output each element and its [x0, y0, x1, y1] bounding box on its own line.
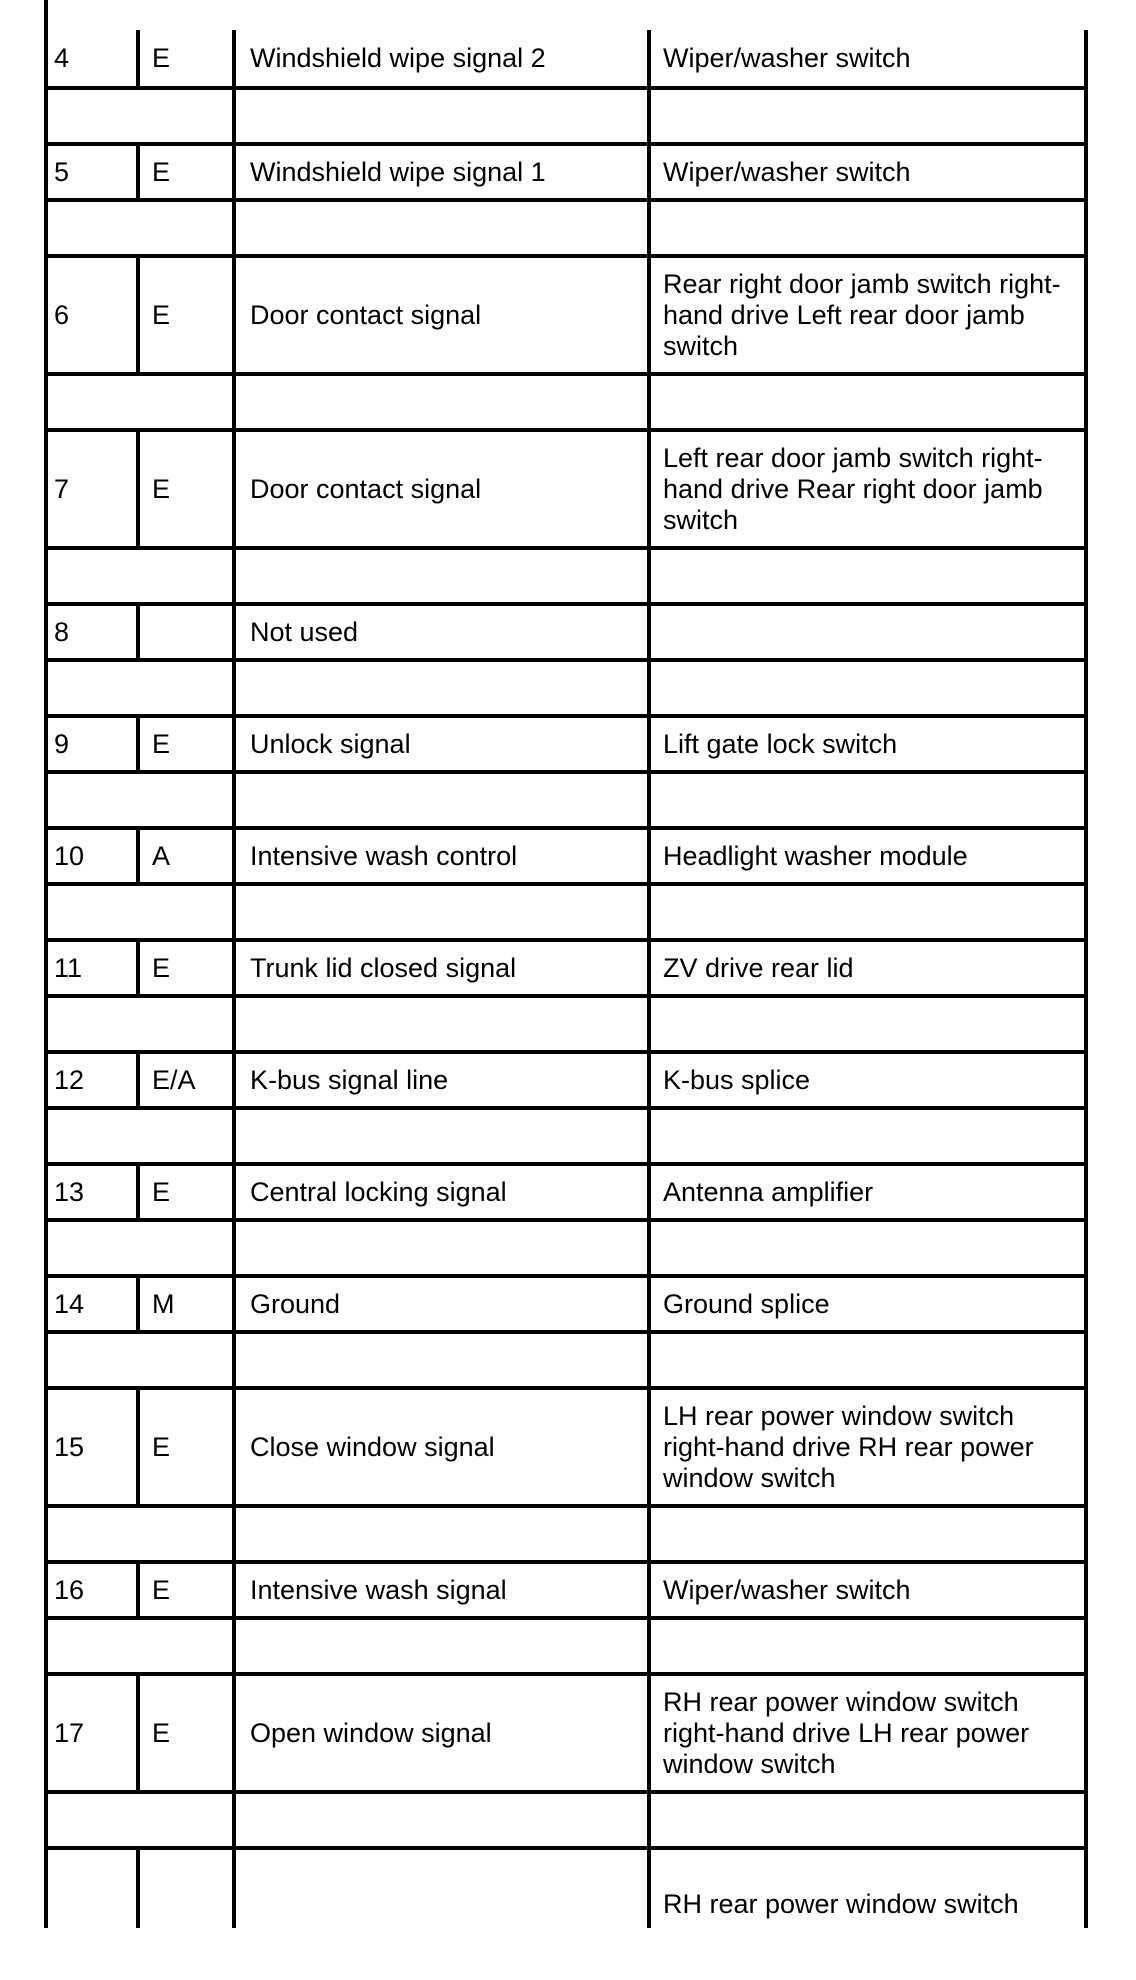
connection-cell: Wiper/washer switch: [663, 156, 911, 187]
type-cell: [140, 606, 236, 658]
table-row: [44, 1676, 1088, 1794]
spacer-row: [44, 886, 1088, 942]
spacer-row: [44, 1508, 1088, 1564]
type-cell: E: [152, 1431, 171, 1462]
table-row: [44, 942, 1088, 998]
connection-cell: RH rear power window switch right-hand drive LH rear power window switch: [663, 1686, 1030, 1779]
connection-cell: Ground splice: [663, 1288, 830, 1319]
connection-cell: K-bus splice: [663, 1064, 811, 1095]
type-cell: E: [152, 299, 171, 330]
description-cell: Not used: [250, 616, 359, 647]
spacer-row: [44, 774, 1088, 830]
type-cell: E: [152, 473, 171, 504]
spacer-row: [44, 550, 1088, 606]
pin-cell: 6: [54, 299, 70, 330]
pin-cell: 16: [54, 1574, 85, 1605]
connection-cell: Antenna amplifier: [663, 1176, 874, 1207]
description-cell: Close window signal: [250, 1431, 495, 1462]
type-cell: E: [152, 1717, 171, 1748]
table-row: [44, 432, 1088, 550]
pin-cell: 4: [54, 42, 70, 73]
spacer-row: [44, 662, 1088, 718]
description-cell: Door contact signal: [250, 473, 482, 504]
pin-cell: [44, 1850, 140, 1928]
table-row: [44, 830, 1088, 886]
connection-cell: Wiper/washer switch: [663, 42, 911, 73]
description-cell: Central locking signal: [250, 1176, 507, 1207]
spacer-row: [44, 90, 1088, 146]
type-cell: E: [152, 156, 171, 187]
connection-cell: Lift gate lock switch: [663, 728, 898, 759]
spacer-row: [44, 1222, 1088, 1278]
table-row: [44, 718, 1088, 774]
pin-cell: 8: [54, 616, 70, 647]
description-cell: Ground: [250, 1288, 341, 1319]
table-row: [44, 30, 1088, 90]
description-cell: Windshield wipe signal 1: [250, 156, 546, 187]
pin-cell: 5: [54, 156, 70, 187]
pin-cell: 10: [54, 840, 85, 871]
connection-cell: RH rear power window switch: [663, 1889, 1019, 1919]
type-cell: A: [152, 840, 171, 871]
type-cell: E/A: [152, 1064, 196, 1095]
pin-cell: 14: [54, 1288, 85, 1319]
type-cell: E: [152, 1574, 171, 1605]
table-row: [44, 1054, 1088, 1110]
table-row: [44, 1850, 1088, 1928]
description-cell: Windshield wipe signal 2: [250, 42, 546, 73]
connection-cell: LH rear power window switch right-hand drive RH rear power window switch: [663, 1400, 1034, 1493]
pin-cell: 7: [54, 473, 70, 504]
description-cell: Intensive wash control: [250, 840, 518, 871]
type-cell: E: [152, 952, 171, 983]
connection-cell: Wiper/washer switch: [663, 1574, 911, 1605]
description-cell: Trunk lid closed signal: [250, 952, 517, 983]
table-row: [44, 606, 1088, 662]
description-cell: Unlock signal: [250, 728, 411, 759]
connection-cell: Left rear door jamb switch right-hand drive Rear right door jamb switch: [663, 442, 1043, 535]
type-cell: E: [152, 42, 171, 73]
pin-cell: 12: [54, 1064, 85, 1095]
spacer-row: [44, 376, 1088, 432]
pin-assignment-table: [44, 0, 1088, 1928]
pin-cell: 9: [54, 728, 70, 759]
description-cell: K-bus signal line: [250, 1064, 449, 1095]
spacer-row: [44, 202, 1088, 258]
spacer-row: [44, 1794, 1088, 1850]
table-row: [44, 1564, 1088, 1620]
type-cell: E: [152, 728, 171, 759]
spacer-row: [44, 1110, 1088, 1166]
description-cell: Open window signal: [250, 1717, 492, 1748]
description-cell: [236, 1850, 651, 1928]
connection-cell: [651, 606, 1088, 658]
connection-cell: Headlight washer module: [663, 840, 968, 871]
description-cell: Intensive wash signal: [250, 1574, 507, 1605]
table-row: [44, 1166, 1088, 1222]
description-cell: Door contact signal: [250, 299, 482, 330]
table-row: [44, 1390, 1088, 1508]
pin-cell: 11: [54, 952, 83, 983]
table-row: [44, 1278, 1088, 1334]
pin-cell: 13: [54, 1176, 85, 1207]
spacer-row: [44, 998, 1088, 1054]
spacer-row: [44, 1334, 1088, 1390]
type-cell: E: [152, 1176, 171, 1207]
spacer-row: [44, 1620, 1088, 1676]
table-row: [44, 258, 1088, 376]
pin-cell: 15: [54, 1431, 85, 1462]
pin-cell: 17: [54, 1717, 85, 1748]
table-row: [44, 146, 1088, 202]
type-cell: [140, 1850, 236, 1928]
connection-cell: ZV drive rear lid: [663, 952, 854, 983]
connection-cell: Rear right door jamb switch right-hand drive Left rear door jamb switch: [663, 268, 1061, 361]
type-cell: M: [152, 1288, 175, 1319]
